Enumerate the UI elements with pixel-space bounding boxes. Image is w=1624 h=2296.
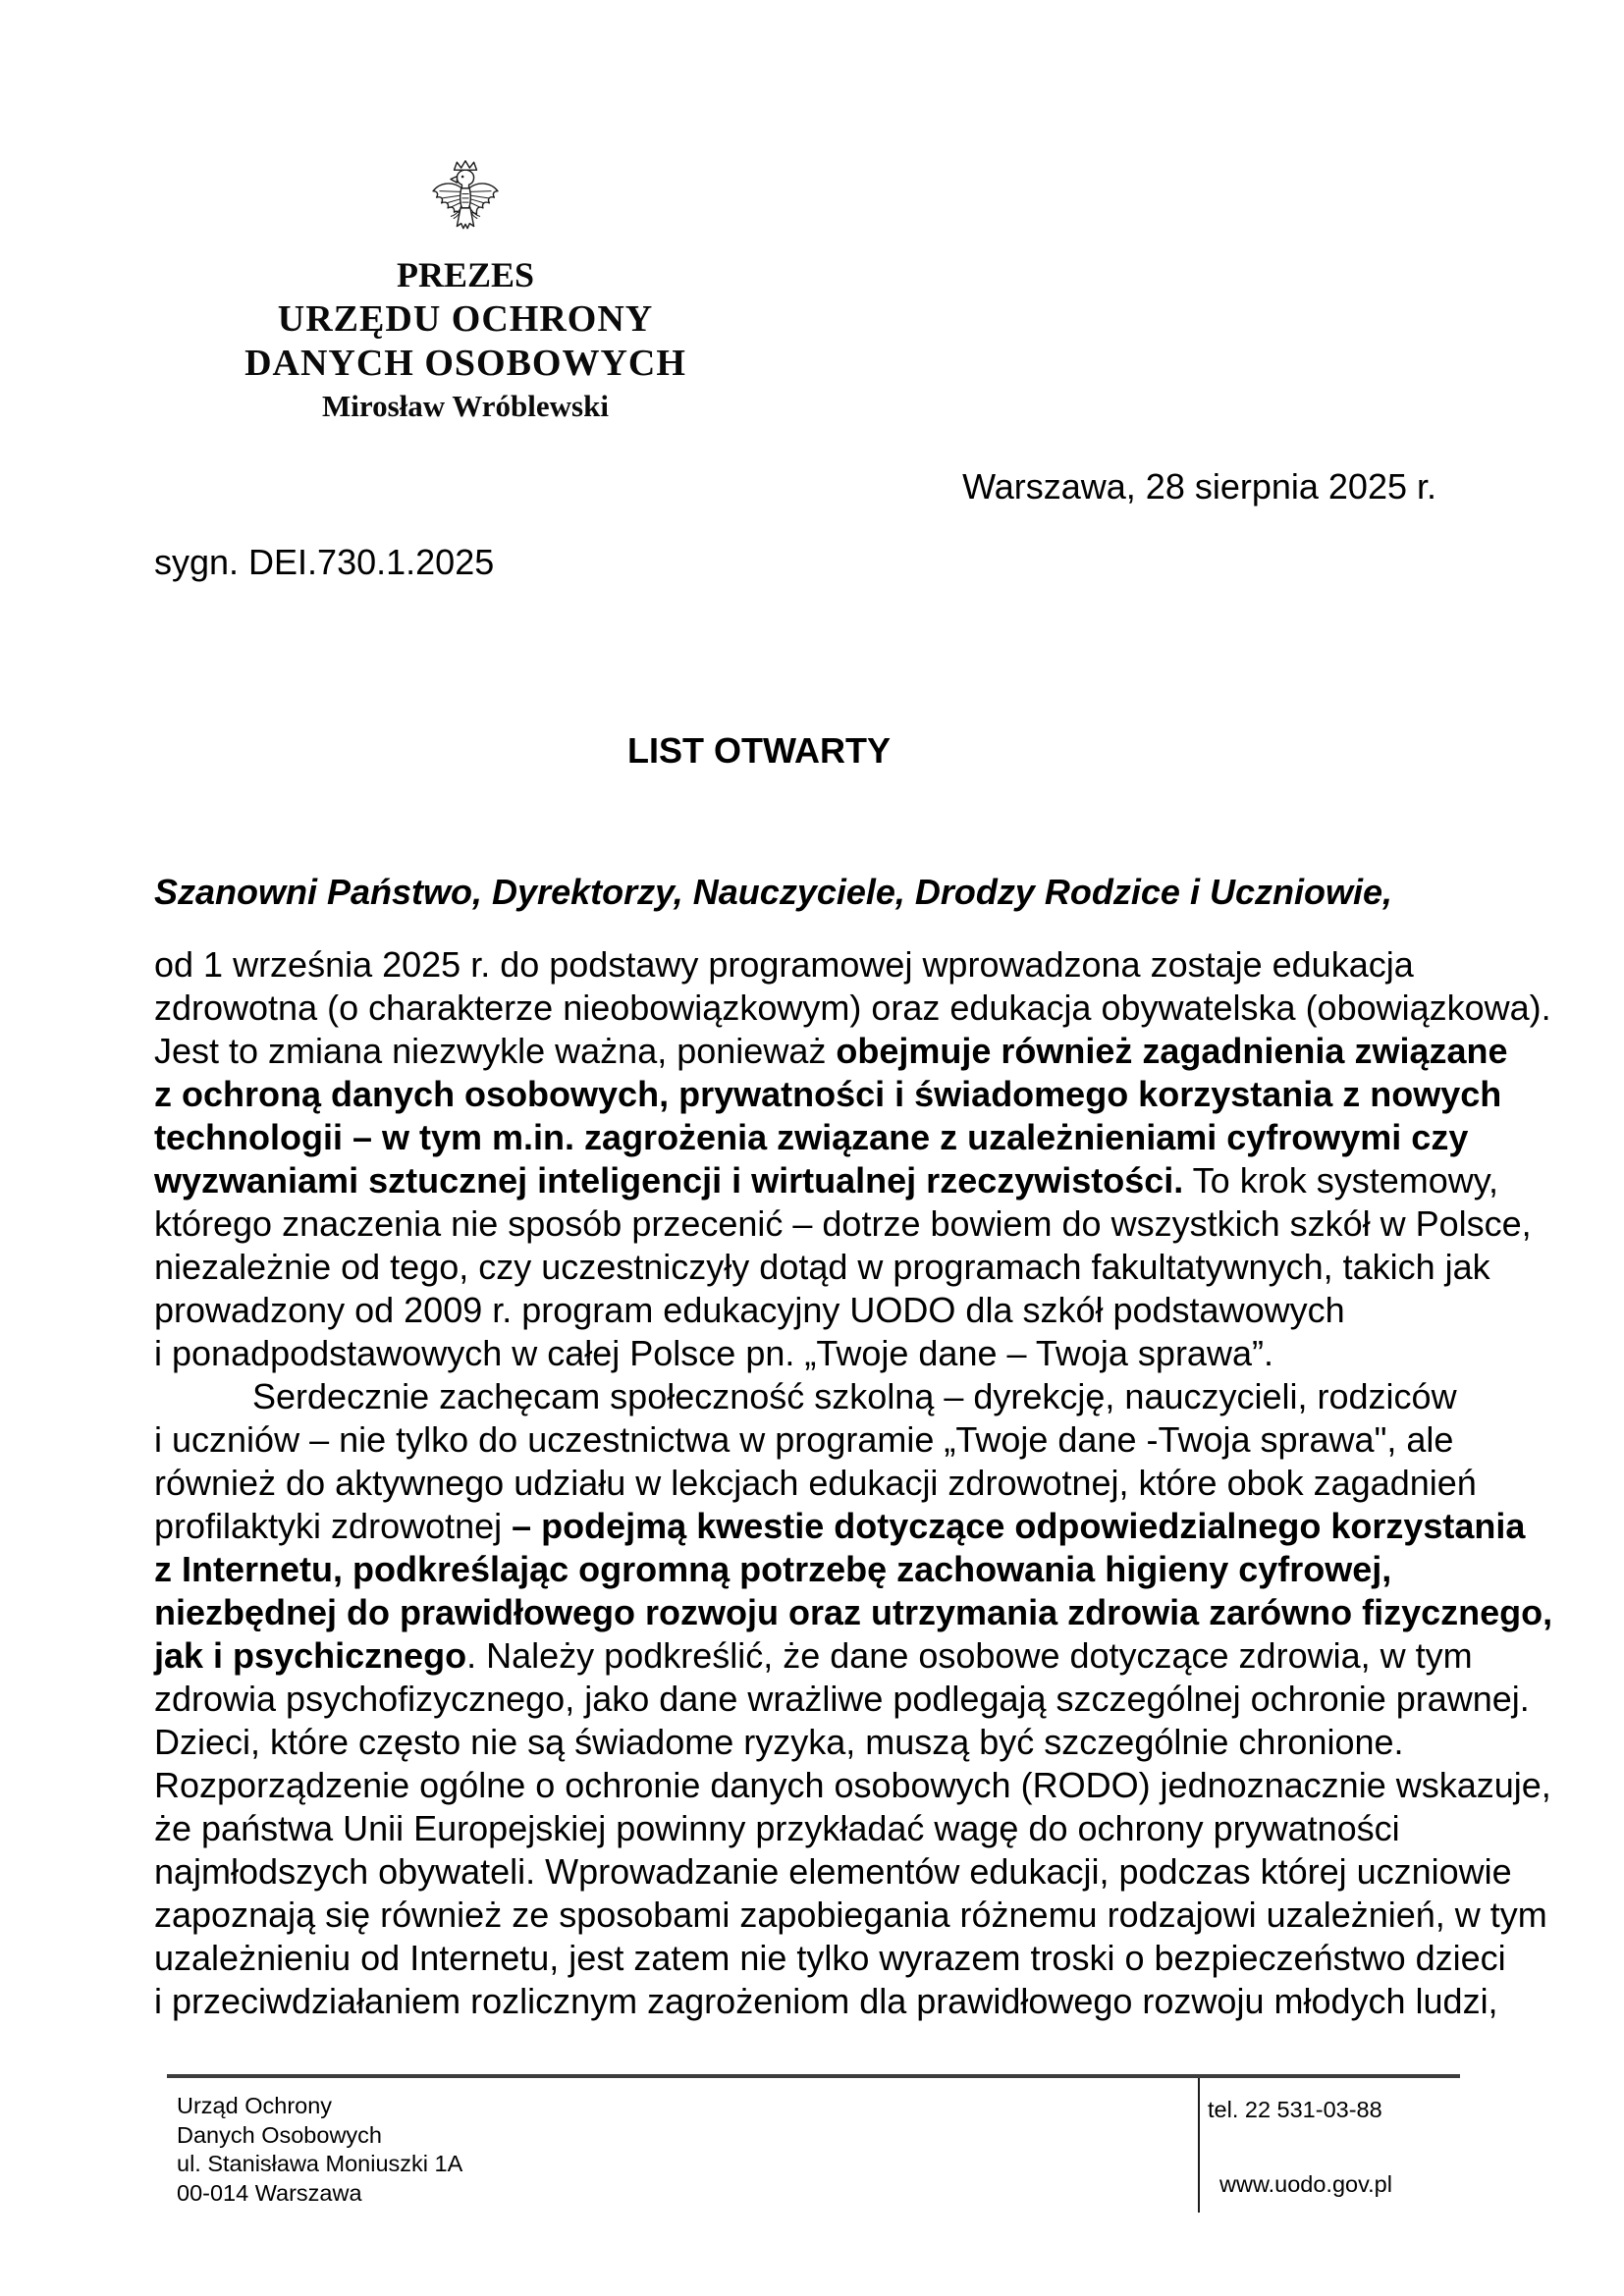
footer-address-line: Urząd Ochrony bbox=[177, 2093, 333, 2118]
body-line bbox=[154, 1202, 1532, 1246]
body-line bbox=[154, 1159, 1499, 1202]
body-line bbox=[154, 1850, 1512, 1894]
letterhead-title-line: URZĘDU OCHRONY bbox=[277, 298, 654, 340]
body-text: zdrowia psychofizycznego, jako dane wrażliwe podlegają szczególnej ochronie prawnej. bbox=[154, 1679, 1530, 1719]
body-line bbox=[154, 1505, 1526, 1548]
body-text: zapoznają się również ze sposobami zapobiegania różnemu rodzajowi uzależnień, w tym bbox=[154, 1895, 1547, 1935]
body-text: od 1 września 2025 r. do podstawy programowej wprowadzona zostaje edukacja bbox=[154, 944, 1414, 985]
footer-vertical-separator bbox=[1198, 2078, 1200, 2213]
body-line bbox=[154, 1807, 1470, 1850]
letterhead bbox=[0, 253, 931, 427]
polish-eagle-emblem-icon bbox=[423, 157, 508, 253]
body-text-bold: – podejmą kwestie dotyczące odpowiedzialnego korzystania bbox=[512, 1506, 1526, 1546]
letter-body bbox=[154, 943, 1553, 2023]
letterhead-title-line: PREZES bbox=[396, 255, 535, 294]
body-text: uzależnieniu od Internetu, jest zatem nie tylko wyrazem troski o bezpieczeństwo dzieci bbox=[154, 1938, 1506, 1978]
body-text: profilaktyki zdrowotnej bbox=[154, 1506, 513, 1546]
footer-address-line: ul. Stanisława Moniuszki 1A bbox=[177, 2151, 463, 2177]
body-text-bold: z ochroną danych osobowych, prywatności i świadomego korzystania z nowych bbox=[154, 1074, 1502, 1114]
body-line bbox=[154, 1116, 1470, 1159]
body-text: To krok systemowy, bbox=[1183, 1160, 1499, 1201]
body-text: prowadzony od 2009 r. program edukacyjny UODO dla szkół podstawowych bbox=[154, 1290, 1345, 1330]
body-line bbox=[154, 1462, 1477, 1505]
body-text: Rozporządzenie ogólne o ochronie danych osobowych (RODO) jednoznacznie wskazuje, bbox=[154, 1765, 1551, 1805]
body-text: również do aktywnego udziału w lekcjach edukacji zdrowotnej, które obok zagadnień bbox=[154, 1463, 1477, 1503]
body-text-bold: z Internetu, podkreślając ogromną potrzebę zachowania higieny cyfrowej, bbox=[154, 1549, 1392, 1589]
body-text: i ponadpodstawowych w całej Polsce pn. „Twoje dane – Twoja sprawa”. bbox=[154, 1333, 1273, 1373]
body-text: Dzieci, które często nie są świadome ryzyka, muszą być szczególnie chronione. bbox=[154, 1722, 1404, 1762]
body-line bbox=[154, 1332, 1470, 1375]
body-line bbox=[154, 1937, 1506, 1980]
body-text: Jest to zmiana niezwykle ważna, ponieważ bbox=[154, 1031, 837, 1071]
footer-address bbox=[177, 2092, 462, 2209]
body-line bbox=[154, 1764, 1551, 1807]
body-text-bold: niezbędnej do prawidłowego rozwoju oraz utrzymania zdrowia zarówno fizycznego, bbox=[154, 1592, 1553, 1632]
body-line bbox=[154, 1548, 1470, 1591]
salutation: Szanowni Państwo, Dyrektorzy, Nauczyciele, Drodzy Rodzice i Uczniowie, bbox=[154, 872, 1392, 912]
body-line bbox=[154, 1246, 1490, 1289]
reference-number: sygn. DEI.730.1.2025 bbox=[154, 542, 495, 582]
place-and-date: Warszawa, 28 sierpnia 2025 r. bbox=[962, 466, 1436, 507]
body-line bbox=[154, 1721, 1470, 1764]
body-text-bold: obejmuje również zagadnienia związane bbox=[836, 1031, 1508, 1071]
body-text: i przeciwdziałaniem rozlicznym zagrożeniom dla prawidłowego rozwoju młodych ludzi, bbox=[154, 1981, 1498, 2021]
body-text-bold: technologii – w tym m.in. zagrożenia związane z uzależnieniami cyfrowymi czy bbox=[154, 1117, 1469, 1157]
body-line bbox=[154, 1289, 1470, 1332]
body-text: najmłodszych obywateli. Wprowadzanie elementów edukacji, podczas której uczniowie bbox=[154, 1851, 1512, 1892]
footer-address-line: Danych Osobowych bbox=[177, 2121, 382, 2148]
footer-website: www.uodo.gov.pl bbox=[1219, 2171, 1392, 2197]
body-text: niezależnie od tego, czy uczestniczyły dotąd w programach fakultatywnych, takich jak bbox=[154, 1247, 1490, 1287]
body-line bbox=[154, 1418, 1470, 1462]
body-text: że państwa Unii Europejskiej powinny przykładać wagę do ochrony prywatności bbox=[154, 1808, 1400, 1848]
letterhead-signer-name: Mirosław Wróblewski bbox=[322, 389, 609, 423]
body-line bbox=[154, 1030, 1508, 1073]
footer-divider-line bbox=[167, 2074, 1460, 2078]
body-line bbox=[154, 1591, 1553, 1634]
body-line bbox=[154, 943, 1470, 987]
body-line bbox=[154, 1678, 1530, 1721]
body-line bbox=[154, 1634, 1473, 1678]
body-line bbox=[154, 1980, 1498, 2023]
body-text: i uczniów – nie tylko do uczestnictwa w programie „Twoje dane -Twoja sprawa", ale bbox=[154, 1419, 1454, 1460]
footer-address-line: 00-014 Warszawa bbox=[177, 2180, 362, 2207]
body-text-bold: jak i psychicznego bbox=[154, 1635, 467, 1676]
body-line bbox=[154, 1073, 1502, 1116]
footer-phone: tel. 22 531-03-88 bbox=[1208, 2097, 1382, 2122]
body-text-bold: wyzwaniami sztucznej inteligencji i wirtualnej rzeczywistości. bbox=[154, 1160, 1184, 1201]
body-line bbox=[154, 1375, 1470, 1418]
body-text: zdrowotna (o charakterze nieobowiązkowym) oraz edukacja obywatelska (obowiązkowa). bbox=[154, 988, 1551, 1028]
body-text: którego znaczenia nie sposób przecenić – dotrze bowiem do wszystkich szkół w Polsce, bbox=[154, 1203, 1532, 1244]
body-line bbox=[154, 987, 1551, 1030]
letterhead-title-line: DANYCH OSOBOWYCH bbox=[244, 343, 686, 384]
body-text: . Należy podkreślić, że dane osobowe dotyczące zdrowia, w tym bbox=[466, 1635, 1473, 1676]
body-text: Serdecznie zachęcam społeczność szkolną – dyrekcję, nauczycieli, rodziców bbox=[252, 1376, 1457, 1416]
body-line bbox=[154, 1894, 1547, 1937]
document-title: LIST OTWARTY bbox=[627, 730, 891, 771]
